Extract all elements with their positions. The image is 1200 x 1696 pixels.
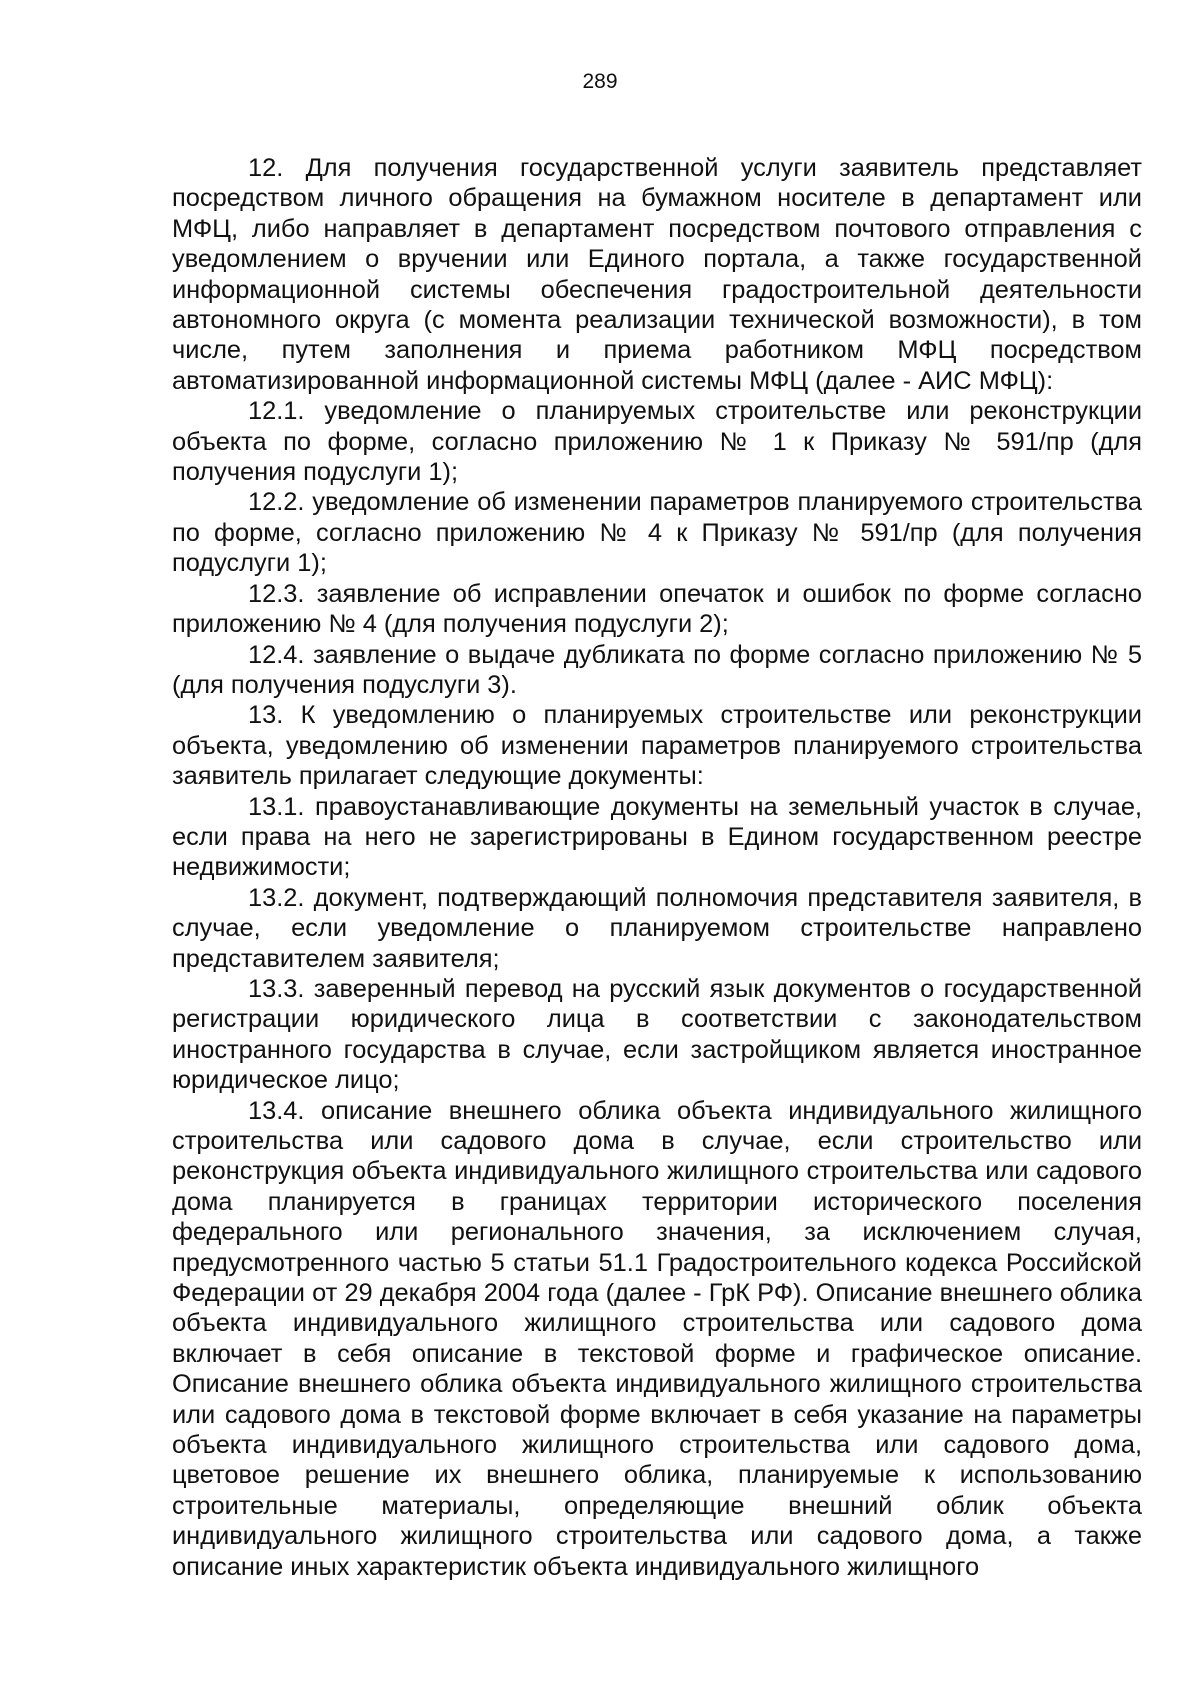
paragraph-13: 13. К уведомлению о планируемых строительстве или реконструкции объекта, уведомлению об изменении параметров планируемого строительства заявитель прилагает следующие документы: <box>172 701 1142 791</box>
paragraph-13-3: 13.3. заверенный перевод на русский язык документов о государственной регистрации юридического лица в соответствии с законодательством иностранного государства в случае, если застройщиком является иностранное юридическое лицо; <box>172 974 1142 1095</box>
page-number: 289 <box>582 70 618 93</box>
paragraph-12-1: 12.1. уведомление о планируемых строительстве или реконструкции объекта по форме, согласно приложению № 1 к Приказу № 591/пр (для получения подуслуги 1); <box>172 397 1142 487</box>
document-body <box>172 153 1142 1582</box>
paragraph-12-3: 12.3. заявление об исправлении опечаток и ошибок по форме согласно приложению № 4 (для получения подуслуги 2); <box>172 579 1142 639</box>
paragraph-13-2: 13.2. документ, подтверждающий полномочия представителя заявителя, в случае, если уведомление о планируемом строительстве направлено представителем заявителя; <box>172 883 1142 973</box>
paragraph-13-1: 13.1. правоустанавливающие документы на земельный участок в случае, если права на него не зарегистрированы в Едином государственном реестре недвижимости; <box>172 792 1142 882</box>
paragraph-12-2: 12.2. уведомление об изменении параметров планируемого строительства по форме, согласно приложению № 4 к Приказу № 591/пр (для получения подуслуги 1); <box>172 488 1142 578</box>
paragraph-13-4: 13.4. описание внешнего облика объекта индивидуального жилищного строительства или садового дома в случае, если строительство или реконструкция объекта индивидуального жилищного строительства или садового дома планируется в границах территории исторического поселения федерального или регионального значения, за исключением случая, предусмотренного частью 5 статьи 51.1 Градостроительного кодекса Российской Федерации от 29 декабря 2004 года (далее - ГрК РФ). Описание внешнего облика объекта индивидуального жилищного строительства или садового дома включает в себя описание в текстовой форме и графическое описание. Описание внешнего облика объекта индивидуального жилищного строительства или садового дома в текстовой форме включает в себя указание на параметры объекта индивидуального жилищного строительства или садового дома, цветовое решение их внешнего облика, планируемые к использованию строительные материалы, определяющие внешний облик объекта индивидуального жилищного строительства или садового дома, а также описание иных характеристик объекта индивидуального жилищного <box>172 1096 1142 1581</box>
paragraph-12: 12. Для получения государственной услуги заявитель представляет посредством личного обращения на бумажном носителе в департамент или МФЦ, либо направляет в департамент посредством почтового отправления с уведомлением о вручении или Единого портала, а также государственной информационной системы обеспечения градостроительной деятельности автономного округа (с момента реализации технической возможности), в том числе, путем заполнения и приема работником МФЦ посредством автоматизированной информационной системы МФЦ (далее - АИС МФЦ): <box>172 154 1142 395</box>
paragraph-12-4: 12.4. заявление о выдаче дубликата по форме согласно приложению № 5 (для получения подуслуги 3). <box>172 640 1142 699</box>
